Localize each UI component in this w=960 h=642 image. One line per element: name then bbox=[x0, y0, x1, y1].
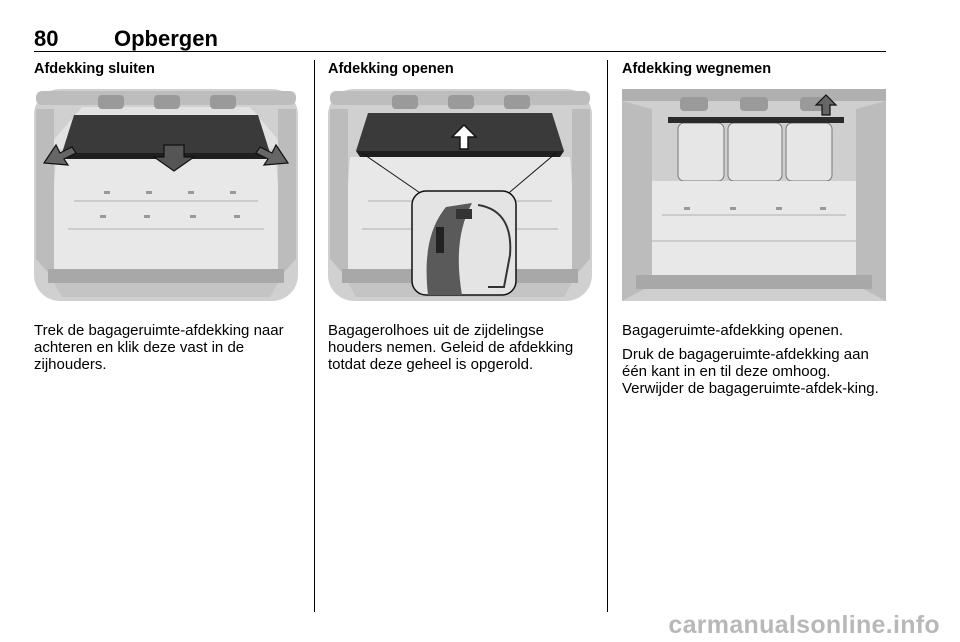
cargo-cover-open-illustration bbox=[328, 89, 592, 301]
instruction-text: Bagagerolhoes uit de zijdelingse houders nemen. Geleid de afdekking totdat deze geheel is opgerold. bbox=[328, 322, 574, 373]
watermark: carmanualsonline.info bbox=[668, 611, 940, 639]
column-divider bbox=[314, 60, 315, 612]
page-title: Opbergen bbox=[114, 26, 218, 51]
cargo-cover-close-illustration bbox=[34, 89, 298, 301]
instruction-text: Trek de bagageruimte-afdekking naar achteren en klik deze vast in de zijhouders. bbox=[34, 322, 284, 373]
section-close-cover bbox=[34, 60, 300, 373]
instruction-text: Bagageruimte-afdekking openen. bbox=[622, 322, 843, 339]
section-heading: Afdekking openen bbox=[328, 61, 454, 77]
section-remove-cover bbox=[622, 60, 888, 397]
page-header bbox=[34, 24, 886, 52]
column-divider bbox=[607, 60, 608, 612]
section-open-cover bbox=[328, 60, 594, 373]
instruction-text: Druk de bagageruimte-afdekking aan één kant in en til deze omhoog. Verwijder de bagageruimte-afdek-king. bbox=[622, 346, 879, 397]
section-heading: Afdekking sluiten bbox=[34, 61, 155, 77]
page-number: 80 bbox=[34, 26, 59, 51]
cargo-cover-remove-illustration bbox=[622, 89, 886, 301]
header-rule bbox=[34, 51, 886, 52]
section-heading: Afdekking wegnemen bbox=[622, 61, 772, 77]
